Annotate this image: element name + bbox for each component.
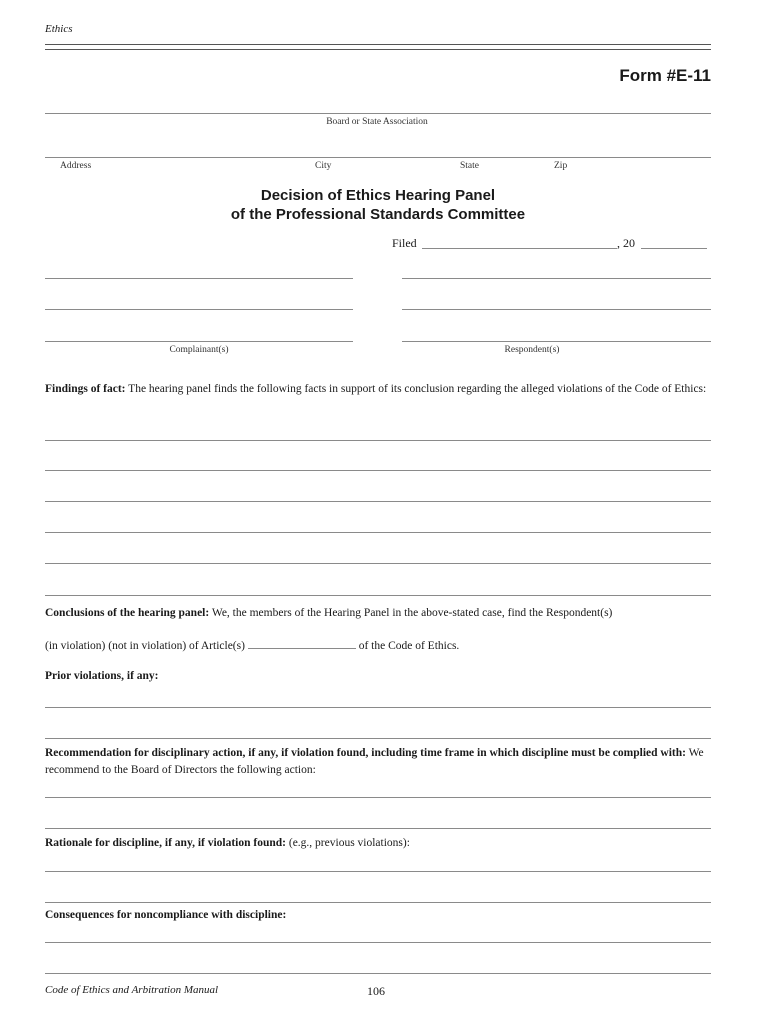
address-label: Address (60, 161, 92, 171)
respondent-line-2[interactable] (402, 309, 711, 310)
address-field-line[interactable] (45, 157, 711, 158)
findings-line-5[interactable] (45, 563, 711, 564)
conclusions-heading: Conclusions of the hearing panel: (45, 607, 210, 619)
prior-violations-line-2[interactable] (45, 738, 711, 739)
complainant-line-3[interactable] (45, 341, 353, 342)
form-title (45, 186, 711, 224)
findings-heading: Findings of fact: (45, 383, 126, 395)
consequences-line-2[interactable] (45, 973, 711, 974)
rationale-heading: Rationale for discipline, if any, if violation found: (45, 837, 286, 849)
violation-prefix: (in violation) (not in violation) of Article(s) (45, 640, 245, 652)
rationale-paragraph (45, 835, 711, 852)
article-field-line[interactable] (248, 637, 356, 649)
filed-date-line[interactable] (422, 248, 617, 249)
header-rule-bottom (45, 49, 711, 50)
section-header: Ethics (45, 23, 73, 35)
respondent-line-1[interactable] (402, 278, 711, 279)
recommendation-heading: Recommendation for disciplinary action, if any, if violation found, including time frame in which discipline must be complied with: (45, 747, 686, 759)
zip-label: Zip (554, 161, 568, 171)
filed-year-prefix: , 20 (617, 236, 635, 250)
prior-violations-line-1[interactable] (45, 707, 711, 708)
manual-title: Code of Ethics and Arbitration Manual (45, 984, 219, 996)
complainant-line-2[interactable] (45, 309, 353, 310)
city-label: City (315, 161, 332, 171)
findings-text: The hearing panel finds the following facts in support of its conclusion regarding the alleged violations of the Code of Ethics: (128, 383, 707, 395)
board-field-line[interactable] (45, 113, 711, 114)
filed-year-line[interactable] (641, 248, 707, 249)
rationale-line-1[interactable] (45, 871, 711, 872)
recommendation-text: We recommend to the Board of Directors the following action: (45, 747, 704, 776)
respondent-line-3[interactable] (402, 341, 711, 342)
filed-label: Filed (392, 236, 417, 250)
findings-line-3[interactable] (45, 501, 711, 502)
consequences-heading: Consequences for noncompliance with discipline: (45, 909, 287, 921)
rationale-line-2[interactable] (45, 902, 711, 903)
conclusions-paragraph (45, 605, 711, 622)
state-label: State (460, 161, 479, 171)
board-label: Board or State Association (326, 117, 428, 127)
prior-violations-heading: Prior violations, if any: (45, 670, 159, 682)
complainant-label: Complainant(s) (169, 345, 229, 355)
conclusions-text: We, the members of the Hearing Panel in the above-stated case, find the Respondent(s) (211, 607, 613, 619)
findings-line-4[interactable] (45, 532, 711, 533)
findings-line-1[interactable] (45, 440, 711, 441)
violation-statement (45, 637, 711, 655)
recommendation-line-2[interactable] (45, 828, 711, 829)
recommendation-line-1[interactable] (45, 797, 711, 798)
respondent-label: Respondent(s) (504, 345, 560, 355)
title-line-2: of the Professional Standards Committee (230, 206, 526, 223)
rationale-text: (e.g., previous violations): (288, 837, 410, 849)
complainant-line-1[interactable] (45, 278, 353, 279)
findings-line-2[interactable] (45, 470, 711, 471)
violation-suffix: of the Code of Ethics. (358, 640, 460, 652)
header-rule-top (45, 44, 711, 45)
title-line-1: Decision of Ethics Hearing Panel (260, 187, 496, 204)
recommendation-paragraph (45, 745, 711, 779)
consequences-line-1[interactable] (45, 942, 711, 943)
form-number: Form #E-11 (619, 66, 711, 85)
findings-paragraph (45, 381, 711, 398)
page-number: 106 (367, 984, 385, 998)
findings-line-6[interactable] (45, 595, 711, 596)
